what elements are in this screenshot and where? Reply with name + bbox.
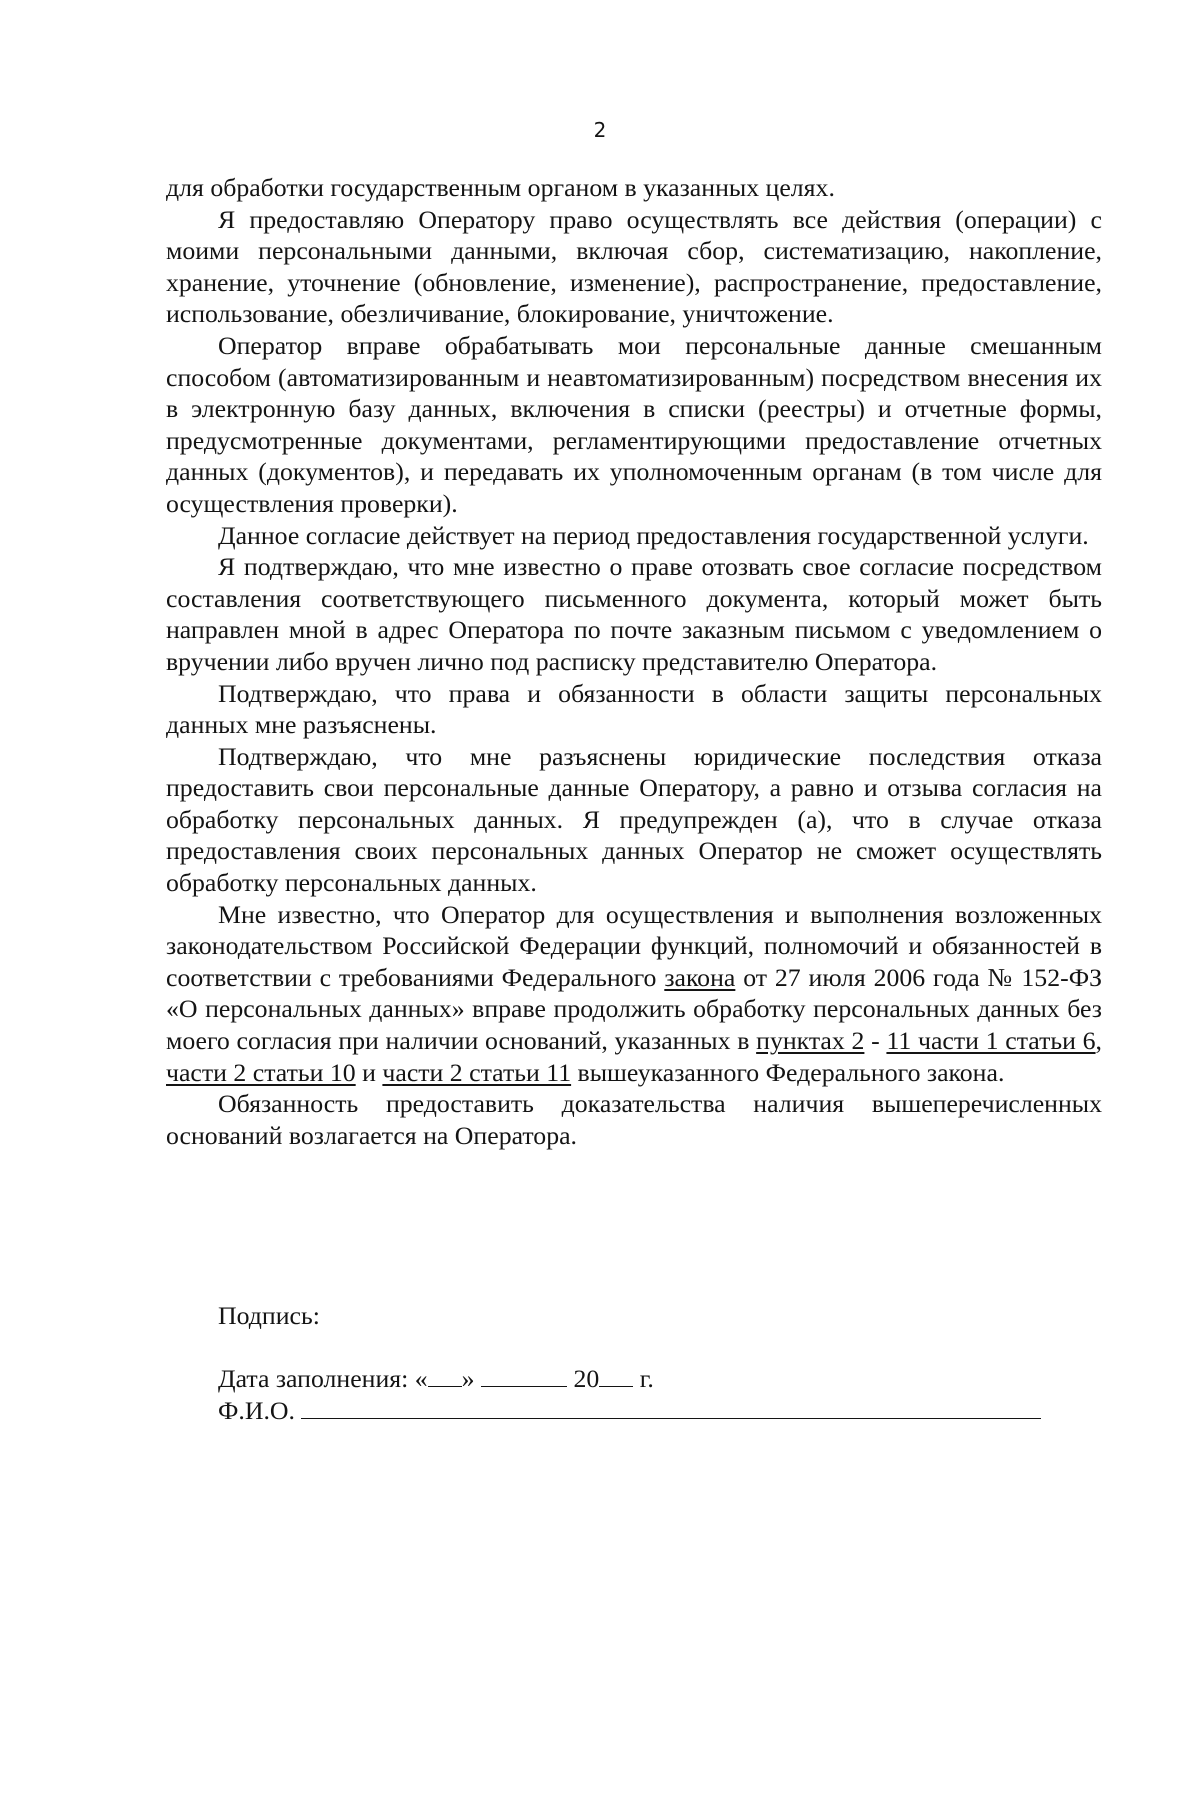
legal-basis-text-6: вышеуказанного Федерального закона. (571, 1057, 1005, 1087)
year-suffix: г. (639, 1364, 654, 1393)
paragraph-burden-of-proof: Обязанность предоставить доказательства наличия вышеперечисленных оснований возлагается на Оператора. (166, 1089, 1102, 1150)
paragraph-revocation: Я подтверждаю, что мне известно о праве отозвать свое согласие посредством составления соответствующего письменного документа, который может быть направлен мной в адрес Оператора по почте заказным письмом с уведомлением о вручении либо вручен лично под расписку представителю Оператора. (166, 552, 1102, 676)
page-number: 2 (593, 118, 607, 142)
date-fill-label: Дата заполнения: (218, 1364, 409, 1393)
legal-basis-text-5: и (355, 1057, 383, 1087)
legal-basis-text-2: от 27 июля 2006 года № 152-ФЗ «О персональных данных» вправе продолжить обработку персональных данных без моего согласия при наличии оснований, указанных в (166, 962, 1102, 1056)
article-10-link[interactable]: части 2 статьи 10 (166, 1057, 356, 1087)
legal-basis-text-4: , (1095, 1026, 1102, 1056)
points-link[interactable]: пунктах 2 (756, 1026, 865, 1056)
document-body (166, 172, 1102, 1151)
month-blank[interactable] (481, 1364, 567, 1387)
fio-blank[interactable] (301, 1396, 1041, 1419)
paragraph-rights-explained: Подтверждаю, что права и обязанности в области защиты персональных данных мне разъяснены. (166, 678, 1102, 740)
fio-label: Ф.И.О. (218, 1396, 295, 1425)
paragraph-processing-method: Оператор вправе обрабатывать мои персональные данные смешанным способом (автоматизированным и неавтоматизированным) посредством внесения их в электронную базу данных, включения в списки (реестры) и отчетные формы, предусмотренные документами, регламентирующими предоставление отчетных данных (документов), и передавать их уполномоченным органам (в том числе для осуществления проверки). (166, 330, 1102, 518)
quote-close: » (461, 1364, 475, 1393)
year-blank[interactable] (599, 1364, 633, 1387)
article-6-link[interactable]: 11 части 1 статьи 6 (886, 1026, 1096, 1056)
paragraph-legal-basis (166, 899, 1102, 1089)
paragraph-refusal-consequences: Подтверждаю, что мне разъяснены юридические последствия отказа предоставить свои персональные данные Оператору, а равно и отзыва согласия на обработку персональных данных. Я предупрежден (а), что в случае отказа предоставления своих персональных данных Оператор не сможет осуществлять обработку персональных данных. (166, 741, 1102, 898)
signature-label: Подпись: (218, 1301, 320, 1330)
date-fill-line (218, 1363, 654, 1395)
paragraph-consent-period: Данное согласие действует на период предоставления государственной услуги. (218, 520, 1089, 550)
day-blank[interactable] (428, 1364, 462, 1387)
quote-open: « (414, 1364, 428, 1393)
legal-basis-text-1: Мне известно, что Оператор для осуществления и выполнения возложенных законодательством Российской Федерации функций, полномочий и обязанностей в соответствии с требованиями Федерального (166, 899, 1102, 992)
paragraph-continuation: для обработки государственным органом в указанных целях. (166, 173, 835, 202)
article-11-link[interactable]: части 2 статьи 11 (382, 1057, 572, 1087)
century-text: 20 (573, 1364, 600, 1393)
fio-line (218, 1395, 1041, 1427)
law-link[interactable]: закона (664, 962, 736, 992)
legal-basis-text-3: - (864, 1026, 887, 1056)
paragraph-operator-rights: Я предоставляю Оператору право осуществлять все действия (операции) с моими персональными данными, включая сбор, систематизацию, накопление, хранение, уточнение (обновление, изменение), распространение, предоставление, использование, обезличивание, блокирование, уничтожение. (166, 204, 1102, 329)
